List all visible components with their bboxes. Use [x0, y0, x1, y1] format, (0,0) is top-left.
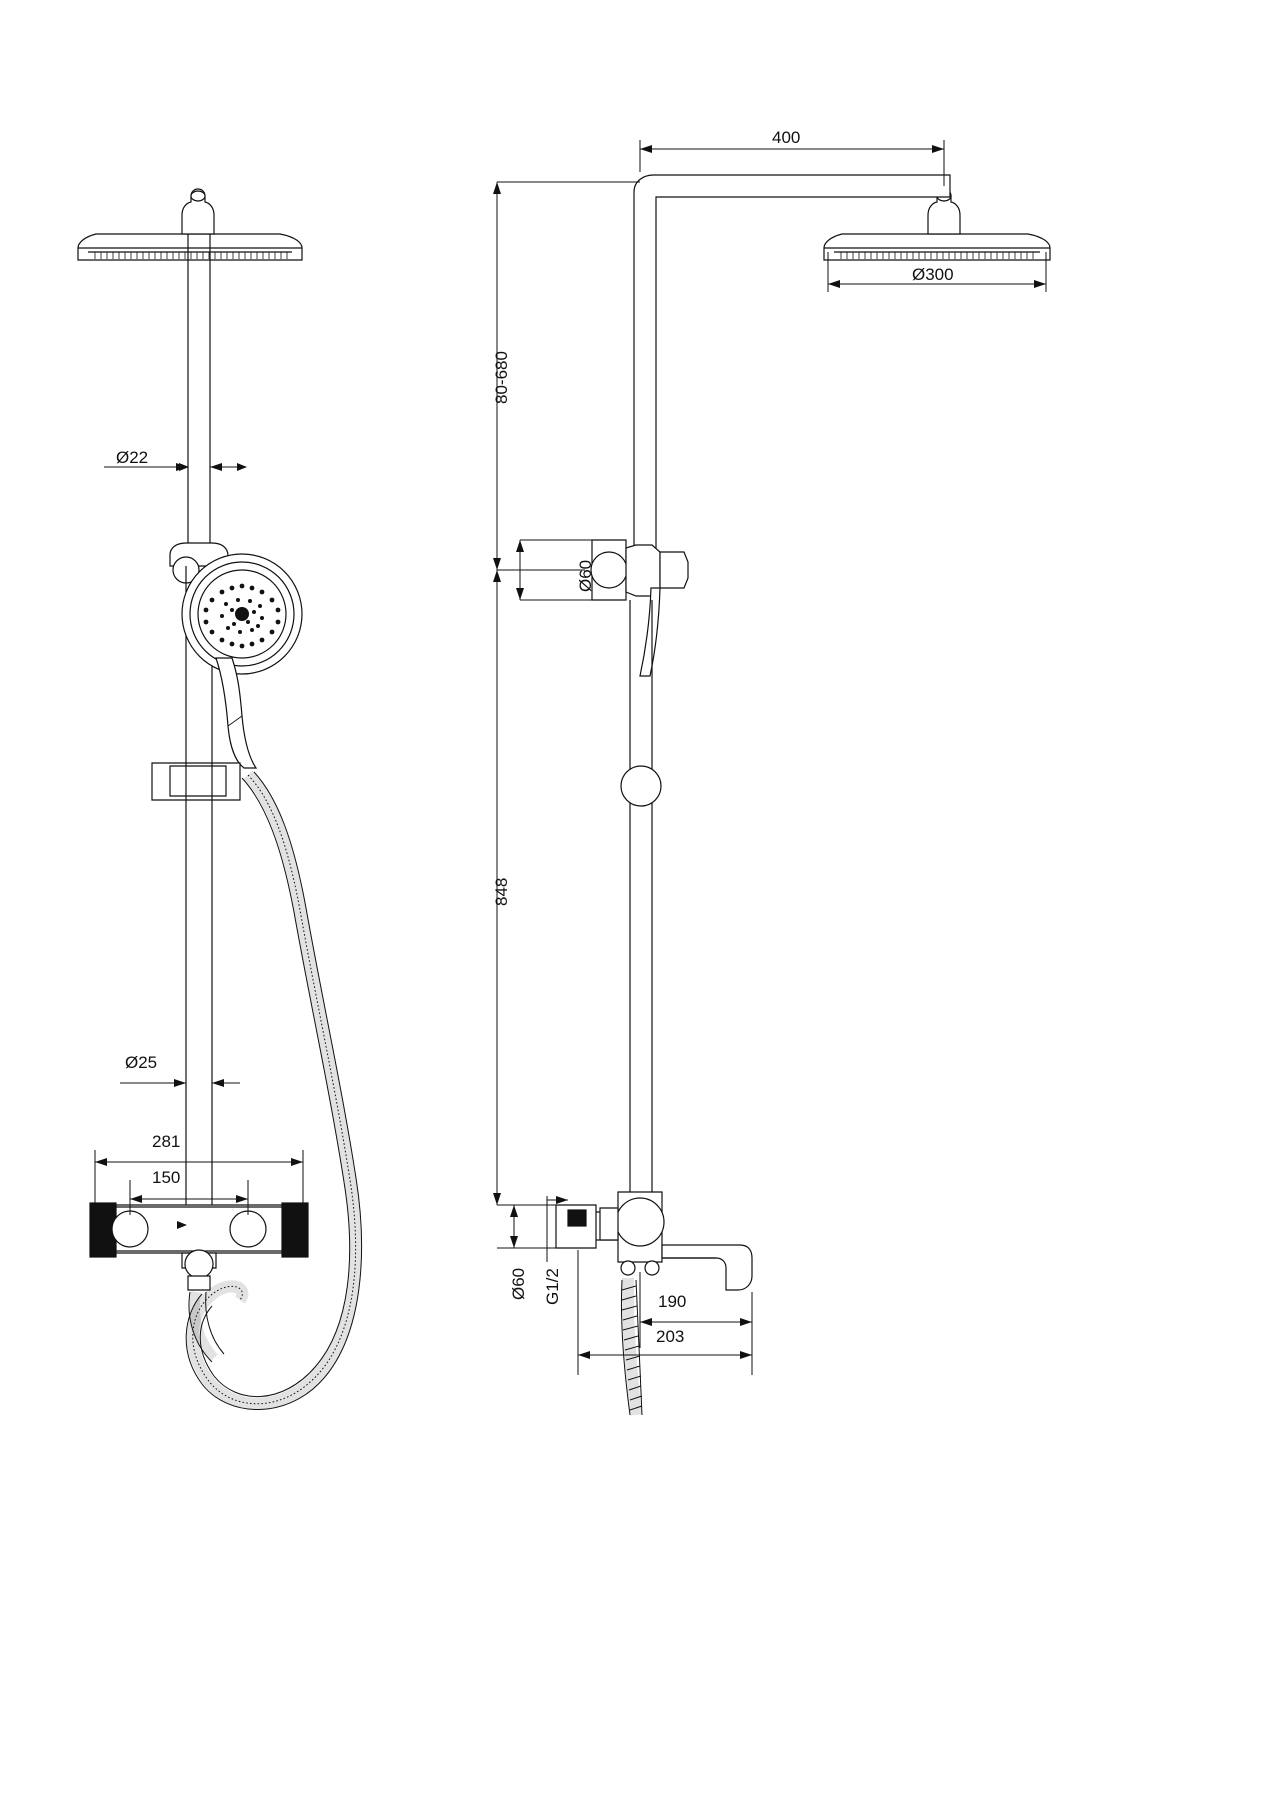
dim-label-mixer-centers: 150 [152, 1168, 181, 1187]
side-view-geometry [556, 175, 1050, 1415]
dim-label-arm-length: 400 [772, 128, 801, 147]
dim-label-body-projection: 203 [656, 1327, 685, 1346]
dim-label-riser-diameter: Ø25 [125, 1053, 158, 1072]
dim-label-mixer-width: 281 [152, 1132, 181, 1151]
front-view-geometry [78, 189, 362, 1410]
dim-label-inlet-diameter: Ø60 [509, 1267, 528, 1300]
dim-label-adjustable-height: 80-680 [492, 351, 511, 404]
dim-label-rod-diameter: Ø22 [116, 448, 149, 467]
dim-label-inlet-thread: G1/2 [543, 1268, 562, 1305]
dim-label-holder-diameter: Ø60 [576, 559, 595, 592]
dim-label-head-diameter: Ø300 [912, 265, 954, 284]
side-view-dimensions [493, 140, 1046, 1375]
dim-label-total-height: 848 [492, 877, 511, 906]
dim-label-spout-projection: 190 [658, 1292, 687, 1311]
